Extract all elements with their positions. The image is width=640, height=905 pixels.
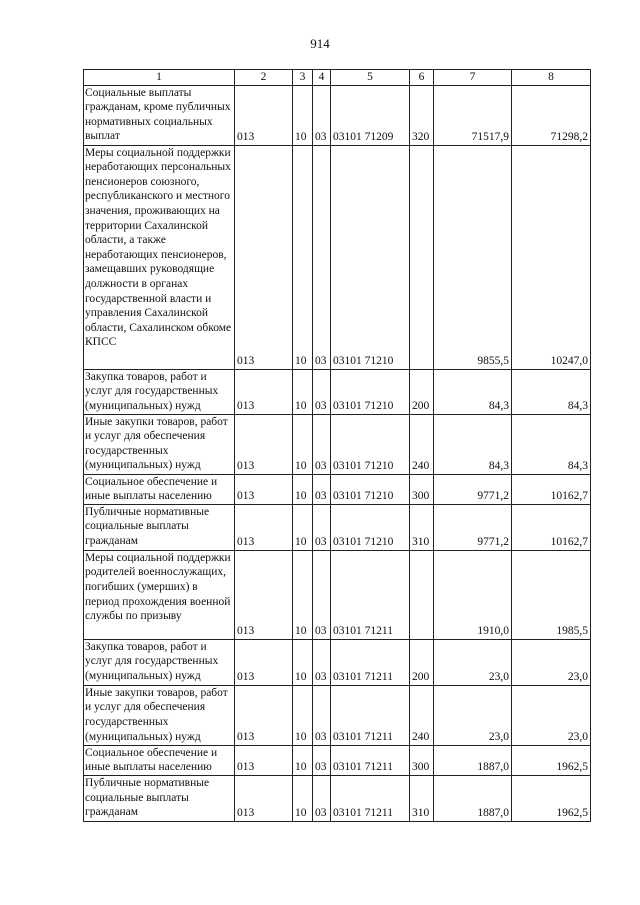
row-target-code: 03101 71210 [331, 504, 410, 550]
header-col-2: 2 [235, 70, 293, 86]
row-subsection-code: 03 [313, 504, 331, 550]
table-row [84, 685, 591, 745]
header-col-5: 5 [331, 70, 410, 86]
row-subsection-code: 03 [313, 369, 331, 414]
row-amount-2: 10247,0 [512, 145, 591, 369]
row-ministry-code: 013 [235, 685, 293, 745]
row-target-code: 03101 71210 [331, 145, 410, 369]
row-amount-2: 23,0 [512, 685, 591, 745]
row-name: Иные закупки товаров, работ и услуг для обеспечения государственных (муниципальных) нужд [84, 414, 235, 474]
row-ministry-code: 013 [235, 85, 293, 145]
row-amount-1: 9771,2 [434, 474, 512, 504]
row-target-code: 03101 71211 [331, 685, 410, 745]
table-row [84, 745, 591, 775]
row-amount-2: 84,3 [512, 414, 591, 474]
row-name: Закупка товаров, работ и услуг для государственных (муниципальных) нужд [84, 639, 235, 685]
row-section-code: 10 [293, 775, 313, 821]
page-number: 914 [310, 36, 330, 51]
row-amount-2: 23,0 [512, 639, 591, 685]
row-name: Меры социальной поддержки неработающих персональных пенсионеров союзного, республиканского и местного значения, проживающих на территории Сахалинской области, а также неработающих пенсионеров, замещавших руководящие должности в органах государственной власти и управления Сахалинской области, Сахалинском обкоме КПСС [84, 145, 235, 369]
row-name: Меры социальной поддержки родителей военнослужащих, погибших (умерших) в период прохождения военной службы по призыву [84, 550, 235, 639]
row-section-code: 10 [293, 414, 313, 474]
row-amount-1: 9771,2 [434, 504, 512, 550]
row-amount-2: 84,3 [512, 369, 591, 414]
header-col-1: 1 [84, 70, 235, 86]
table-row [84, 474, 591, 504]
table-row [84, 504, 591, 550]
row-target-code: 03101 71211 [331, 550, 410, 639]
row-amount-2: 1962,5 [512, 775, 591, 821]
row-ministry-code: 013 [235, 745, 293, 775]
row-section-code: 10 [293, 85, 313, 145]
row-expense-type: 300 [410, 474, 434, 504]
row-amount-1: 1887,0 [434, 775, 512, 821]
row-section-code: 10 [293, 474, 313, 504]
row-ministry-code: 013 [235, 145, 293, 369]
header-col-3: 3 [293, 70, 313, 86]
row-amount-1: 84,3 [434, 414, 512, 474]
row-amount-2: 71298,2 [512, 85, 591, 145]
row-subsection-code: 03 [313, 639, 331, 685]
row-expense-type: 200 [410, 369, 434, 414]
row-expense-type [410, 145, 434, 369]
header-col-4: 4 [313, 70, 331, 86]
header-col-8: 8 [512, 70, 591, 86]
row-ministry-code: 013 [235, 775, 293, 821]
row-section-code: 10 [293, 550, 313, 639]
table-row [84, 550, 591, 639]
row-subsection-code: 03 [313, 685, 331, 745]
row-expense-type: 240 [410, 685, 434, 745]
row-target-code: 03101 71211 [331, 745, 410, 775]
row-name: Закупка товаров, работ и услуг для государственных (муниципальных) нужд [84, 369, 235, 414]
row-expense-type: 320 [410, 85, 434, 145]
row-amount-1: 1910,0 [434, 550, 512, 639]
row-ministry-code: 013 [235, 639, 293, 685]
row-name: Публичные нормативные социальные выплаты гражданам [84, 504, 235, 550]
row-ministry-code: 013 [235, 369, 293, 414]
row-ministry-code: 013 [235, 504, 293, 550]
row-target-code: 03101 71211 [331, 639, 410, 685]
row-section-code: 10 [293, 504, 313, 550]
row-expense-type [410, 550, 434, 639]
row-target-code: 03101 71210 [331, 369, 410, 414]
row-amount-1: 1887,0 [434, 745, 512, 775]
row-ministry-code: 013 [235, 550, 293, 639]
row-subsection-code: 03 [313, 145, 331, 369]
row-section-code: 10 [293, 145, 313, 369]
row-subsection-code: 03 [313, 550, 331, 639]
row-amount-2: 1962,5 [512, 745, 591, 775]
row-name: Иные закупки товаров, работ и услуг для обеспечения государственных (муниципальных) нужд [84, 685, 235, 745]
row-name: Социальное обеспечение и иные выплаты населению [84, 474, 235, 504]
row-subsection-code: 03 [313, 474, 331, 504]
row-subsection-code: 03 [313, 414, 331, 474]
table-row [84, 369, 591, 414]
row-subsection-code: 03 [313, 775, 331, 821]
row-amount-2: 10162,7 [512, 504, 591, 550]
row-amount-1: 84,3 [434, 369, 512, 414]
header-col-7: 7 [434, 70, 512, 86]
row-section-code: 10 [293, 639, 313, 685]
budget-table [83, 69, 591, 822]
row-amount-1: 9855,5 [434, 145, 512, 369]
row-name: Социальное обеспечение и иные выплаты населению [84, 745, 235, 775]
row-section-code: 10 [293, 745, 313, 775]
table-row [84, 775, 591, 821]
row-amount-1: 23,0 [434, 685, 512, 745]
row-amount-1: 23,0 [434, 639, 512, 685]
table-row [84, 414, 591, 474]
row-ministry-code: 013 [235, 474, 293, 504]
row-amount-2: 1985,5 [512, 550, 591, 639]
row-subsection-code: 03 [313, 85, 331, 145]
table-row [84, 145, 591, 369]
row-subsection-code: 03 [313, 745, 331, 775]
row-expense-type: 300 [410, 745, 434, 775]
header-col-6: 6 [410, 70, 434, 86]
row-amount-1: 71517,9 [434, 85, 512, 145]
row-target-code: 03101 71210 [331, 474, 410, 504]
row-name: Публичные нормативные социальные выплаты гражданам [84, 775, 235, 821]
row-target-code: 03101 71210 [331, 414, 410, 474]
row-expense-type: 240 [410, 414, 434, 474]
row-section-code: 10 [293, 685, 313, 745]
row-ministry-code: 013 [235, 414, 293, 474]
row-target-code: 03101 71209 [331, 85, 410, 145]
row-amount-2: 10162,7 [512, 474, 591, 504]
row-expense-type: 310 [410, 775, 434, 821]
row-target-code: 03101 71211 [331, 775, 410, 821]
table-row [84, 639, 591, 685]
row-expense-type: 310 [410, 504, 434, 550]
header-row [84, 70, 591, 86]
row-section-code: 10 [293, 369, 313, 414]
table-row [84, 85, 591, 145]
row-expense-type: 200 [410, 639, 434, 685]
row-name: Социальные выплаты гражданам, кроме публичных нормативных социальных выплат [84, 85, 235, 145]
